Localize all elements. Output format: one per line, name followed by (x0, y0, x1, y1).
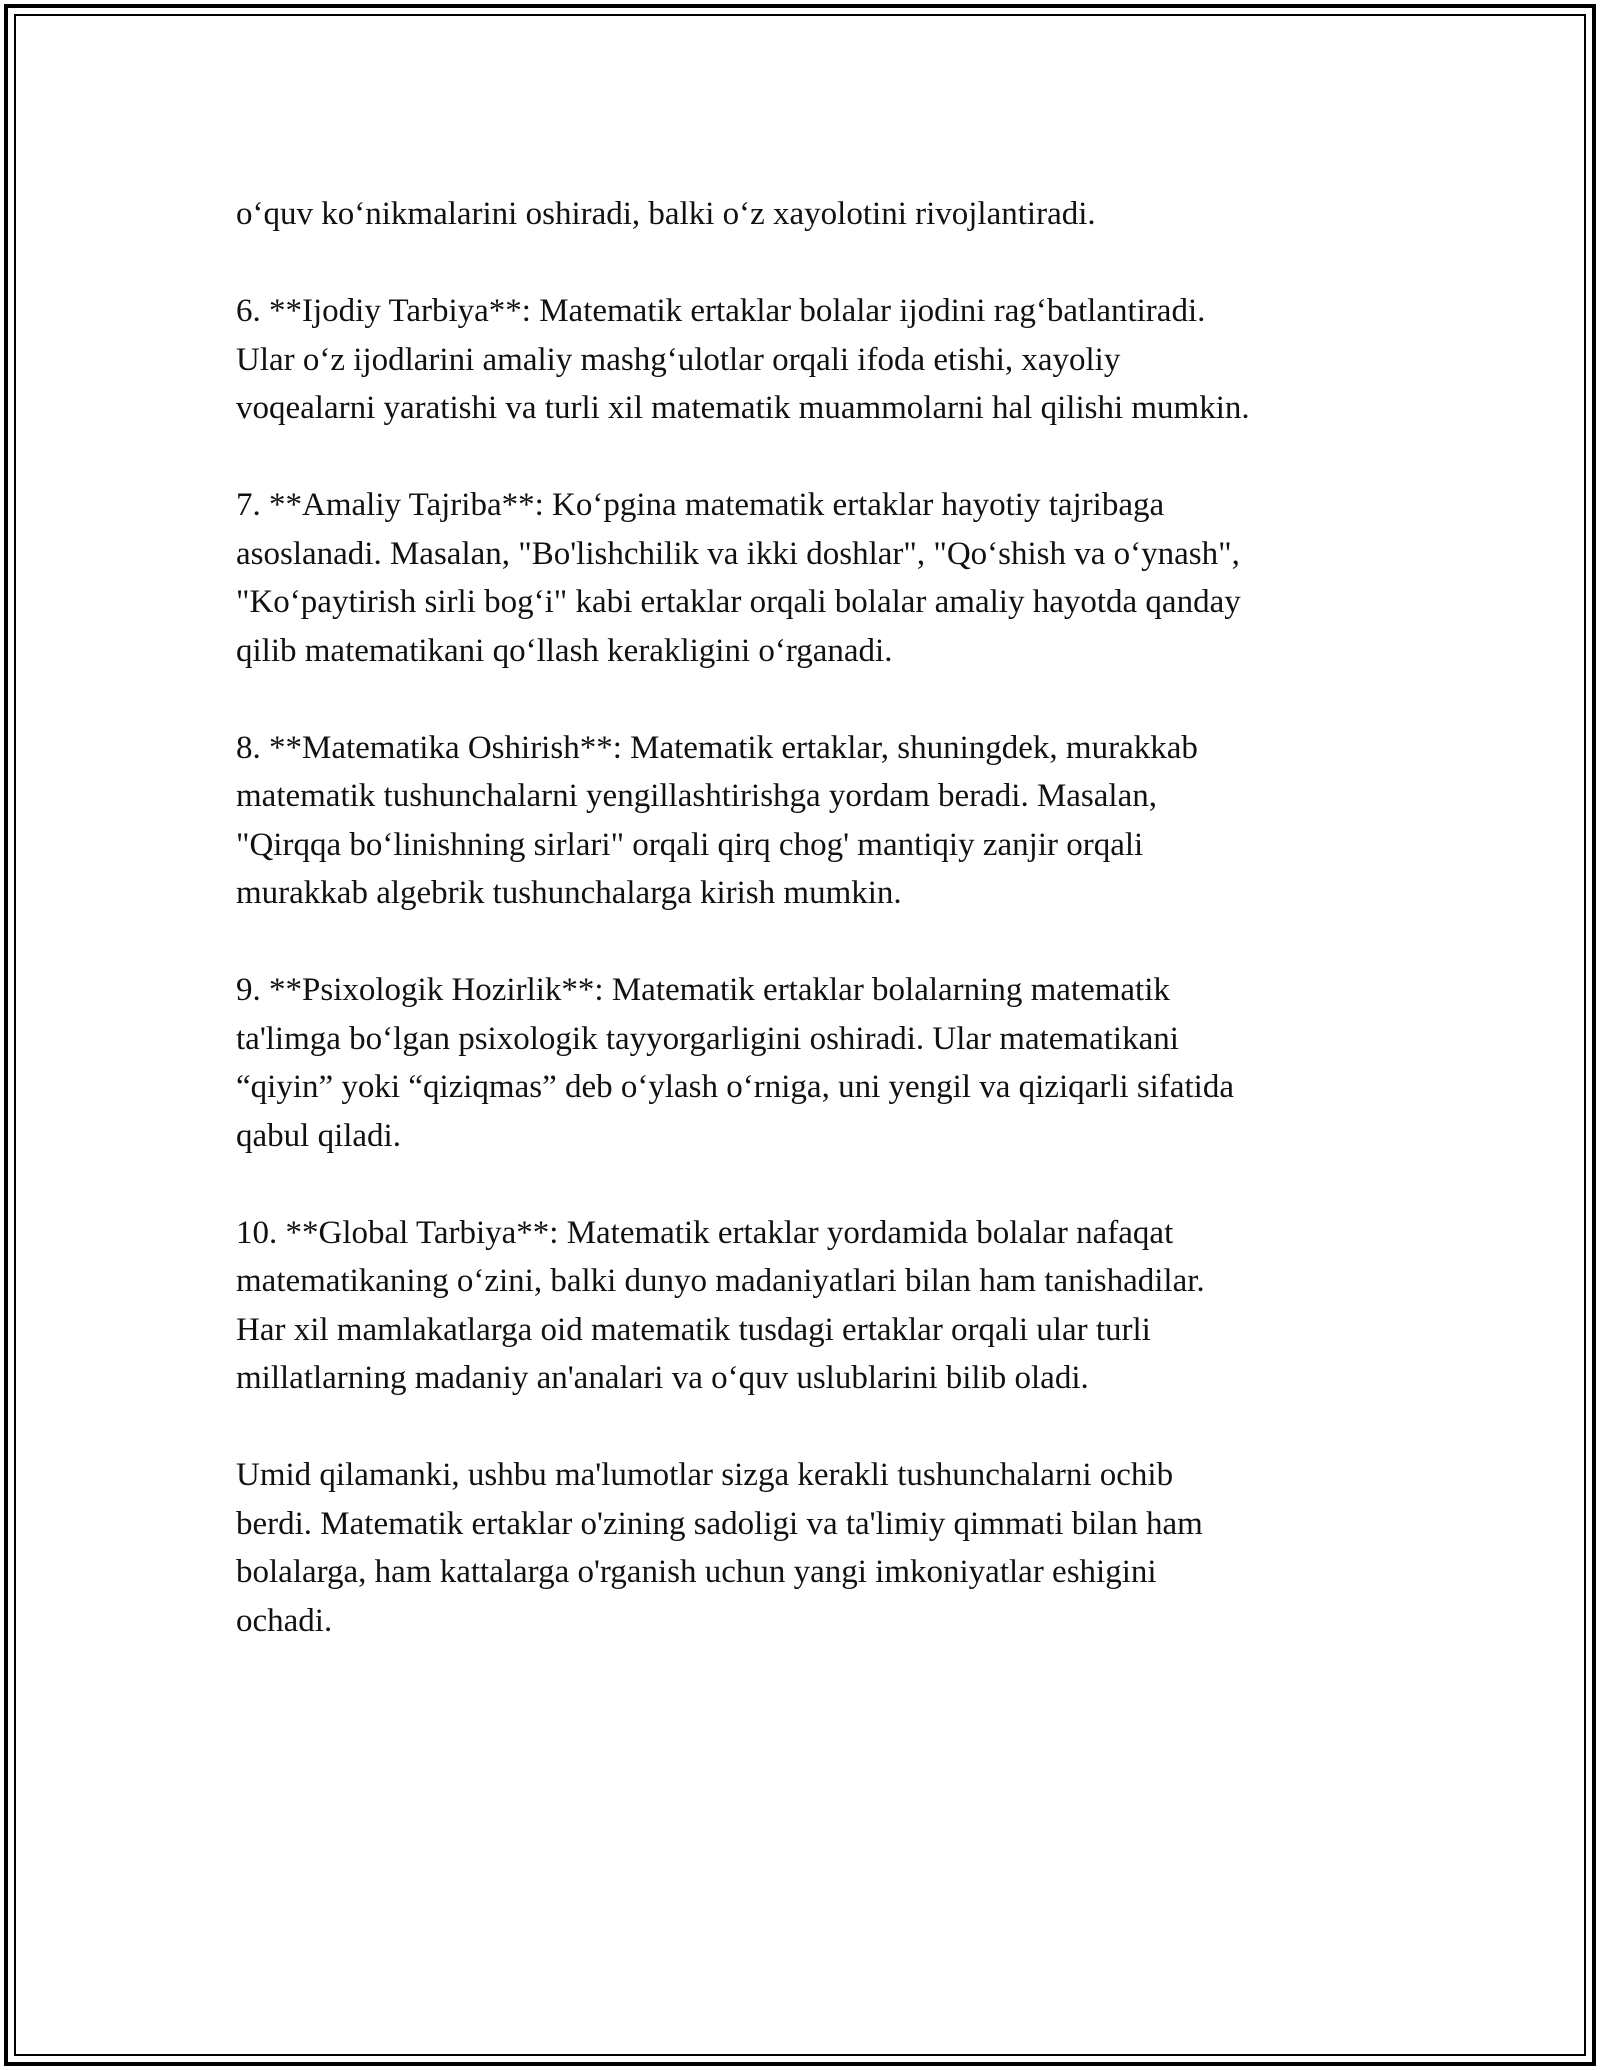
text-line: qabul qiladi. (236, 1117, 401, 1154)
text-line: "Qirqqa bo‘linishning sirlari" orqali qirq chog' mantiqiy zanjir orqali (236, 826, 1144, 863)
intro-paragraph (236, 190, 1376, 239)
document-body (236, 190, 1376, 1694)
text-line: murakkab algebrik tushunchalarga kirish mumkin. (236, 875, 902, 911)
text-line: Ular o‘z ijodlarini amaliy mashg‘ulotlar orqali ifoda etishi, xayoliy (236, 341, 1121, 378)
text-line: Har xil mamlakatlarga oid matematik tusdagi ertaklar orqali ular turli (236, 1311, 1151, 1348)
text-line: 9. **Psixologik Hozirlik**: Matematik ertaklar bolalarning matematik (236, 972, 1170, 1008)
text-line: ta'limga bo‘lgan psixologik tayyorgarligini oshiradi. Ular matematikani (236, 1020, 1179, 1057)
text-line: “qiyin” yoki “qiziqmas” deb o‘ylash o‘rniga, uni yengil va qiziqarli sifatida (236, 1069, 1234, 1105)
text-line: "Ko‘paytirish sirli bog‘i" kabi ertaklar orqali bolalar amaliy hayotda qanday (236, 584, 1241, 620)
list-item-psixologik-hozirlik (236, 966, 1376, 1160)
list-item-matematika-oshirish (236, 724, 1376, 918)
text-line: 10. **Global Tarbiya**: Matematik ertaklar yordamida bolalar nafaqat (236, 1214, 1174, 1251)
text-line: o‘quv ko‘nikmalarini oshiradi, balki o‘z xayolotini rivojlantiradi. (236, 196, 1096, 232)
list-item-ijodiy-tarbiya (236, 287, 1376, 433)
text-line: asoslanadi. Masalan, "Bo'lishchilik va ikki doshlar", "Qo‘shish va o‘ynash", (236, 535, 1240, 572)
text-line: ochadi. (236, 1602, 333, 1639)
text-line: 8. **Matematika Oshirish**: Matematik ertaklar, shuningdek, murakkab (236, 729, 1198, 766)
text-line: matematik tushunchalarni yengillashtirishga yordam beradi. Masalan, (236, 778, 1157, 814)
text-line: 7. **Amaliy Tajriba**: Ko‘pgina matematik ertaklar hayotiy tajribaga (236, 487, 1165, 523)
text-line: matematikaning o‘zini, balki dunyo madaniyatlari bilan ham tanishadilar. (236, 1263, 1205, 1299)
text-line: berdi. Matematik ertaklar o'zining sadoligi va ta'limiy qimmati bilan ham (236, 1505, 1203, 1542)
text-line: qilib matematikani qo‘llash kerakligini o‘rganadi. (236, 632, 893, 669)
list-item-global-tarbiya (236, 1209, 1376, 1403)
text-line: millatlarning madaniy an'analari va o‘quv uslublarini bilib oladi. (236, 1360, 1089, 1396)
text-line: Umid qilamanki, ushbu ma'lumotlar sizga kerakli tushunchalarni ochib (236, 1457, 1174, 1493)
text-line: bolalarga, ham kattalarga o'rganish uchun yangi imkoniyatlar eshigini (236, 1554, 1157, 1590)
list-item-amaliy-tajriba (236, 481, 1376, 675)
text-line: 6. **Ijodiy Tarbiya**: Matematik ertaklar bolalar ijodini rag‘batlantiradi. (236, 293, 1206, 329)
conclusion-paragraph (236, 1451, 1376, 1645)
text-line: voqealarni yaratishi va turli xil matematik muammolarni hal qilishi mumkin. (236, 390, 1250, 426)
